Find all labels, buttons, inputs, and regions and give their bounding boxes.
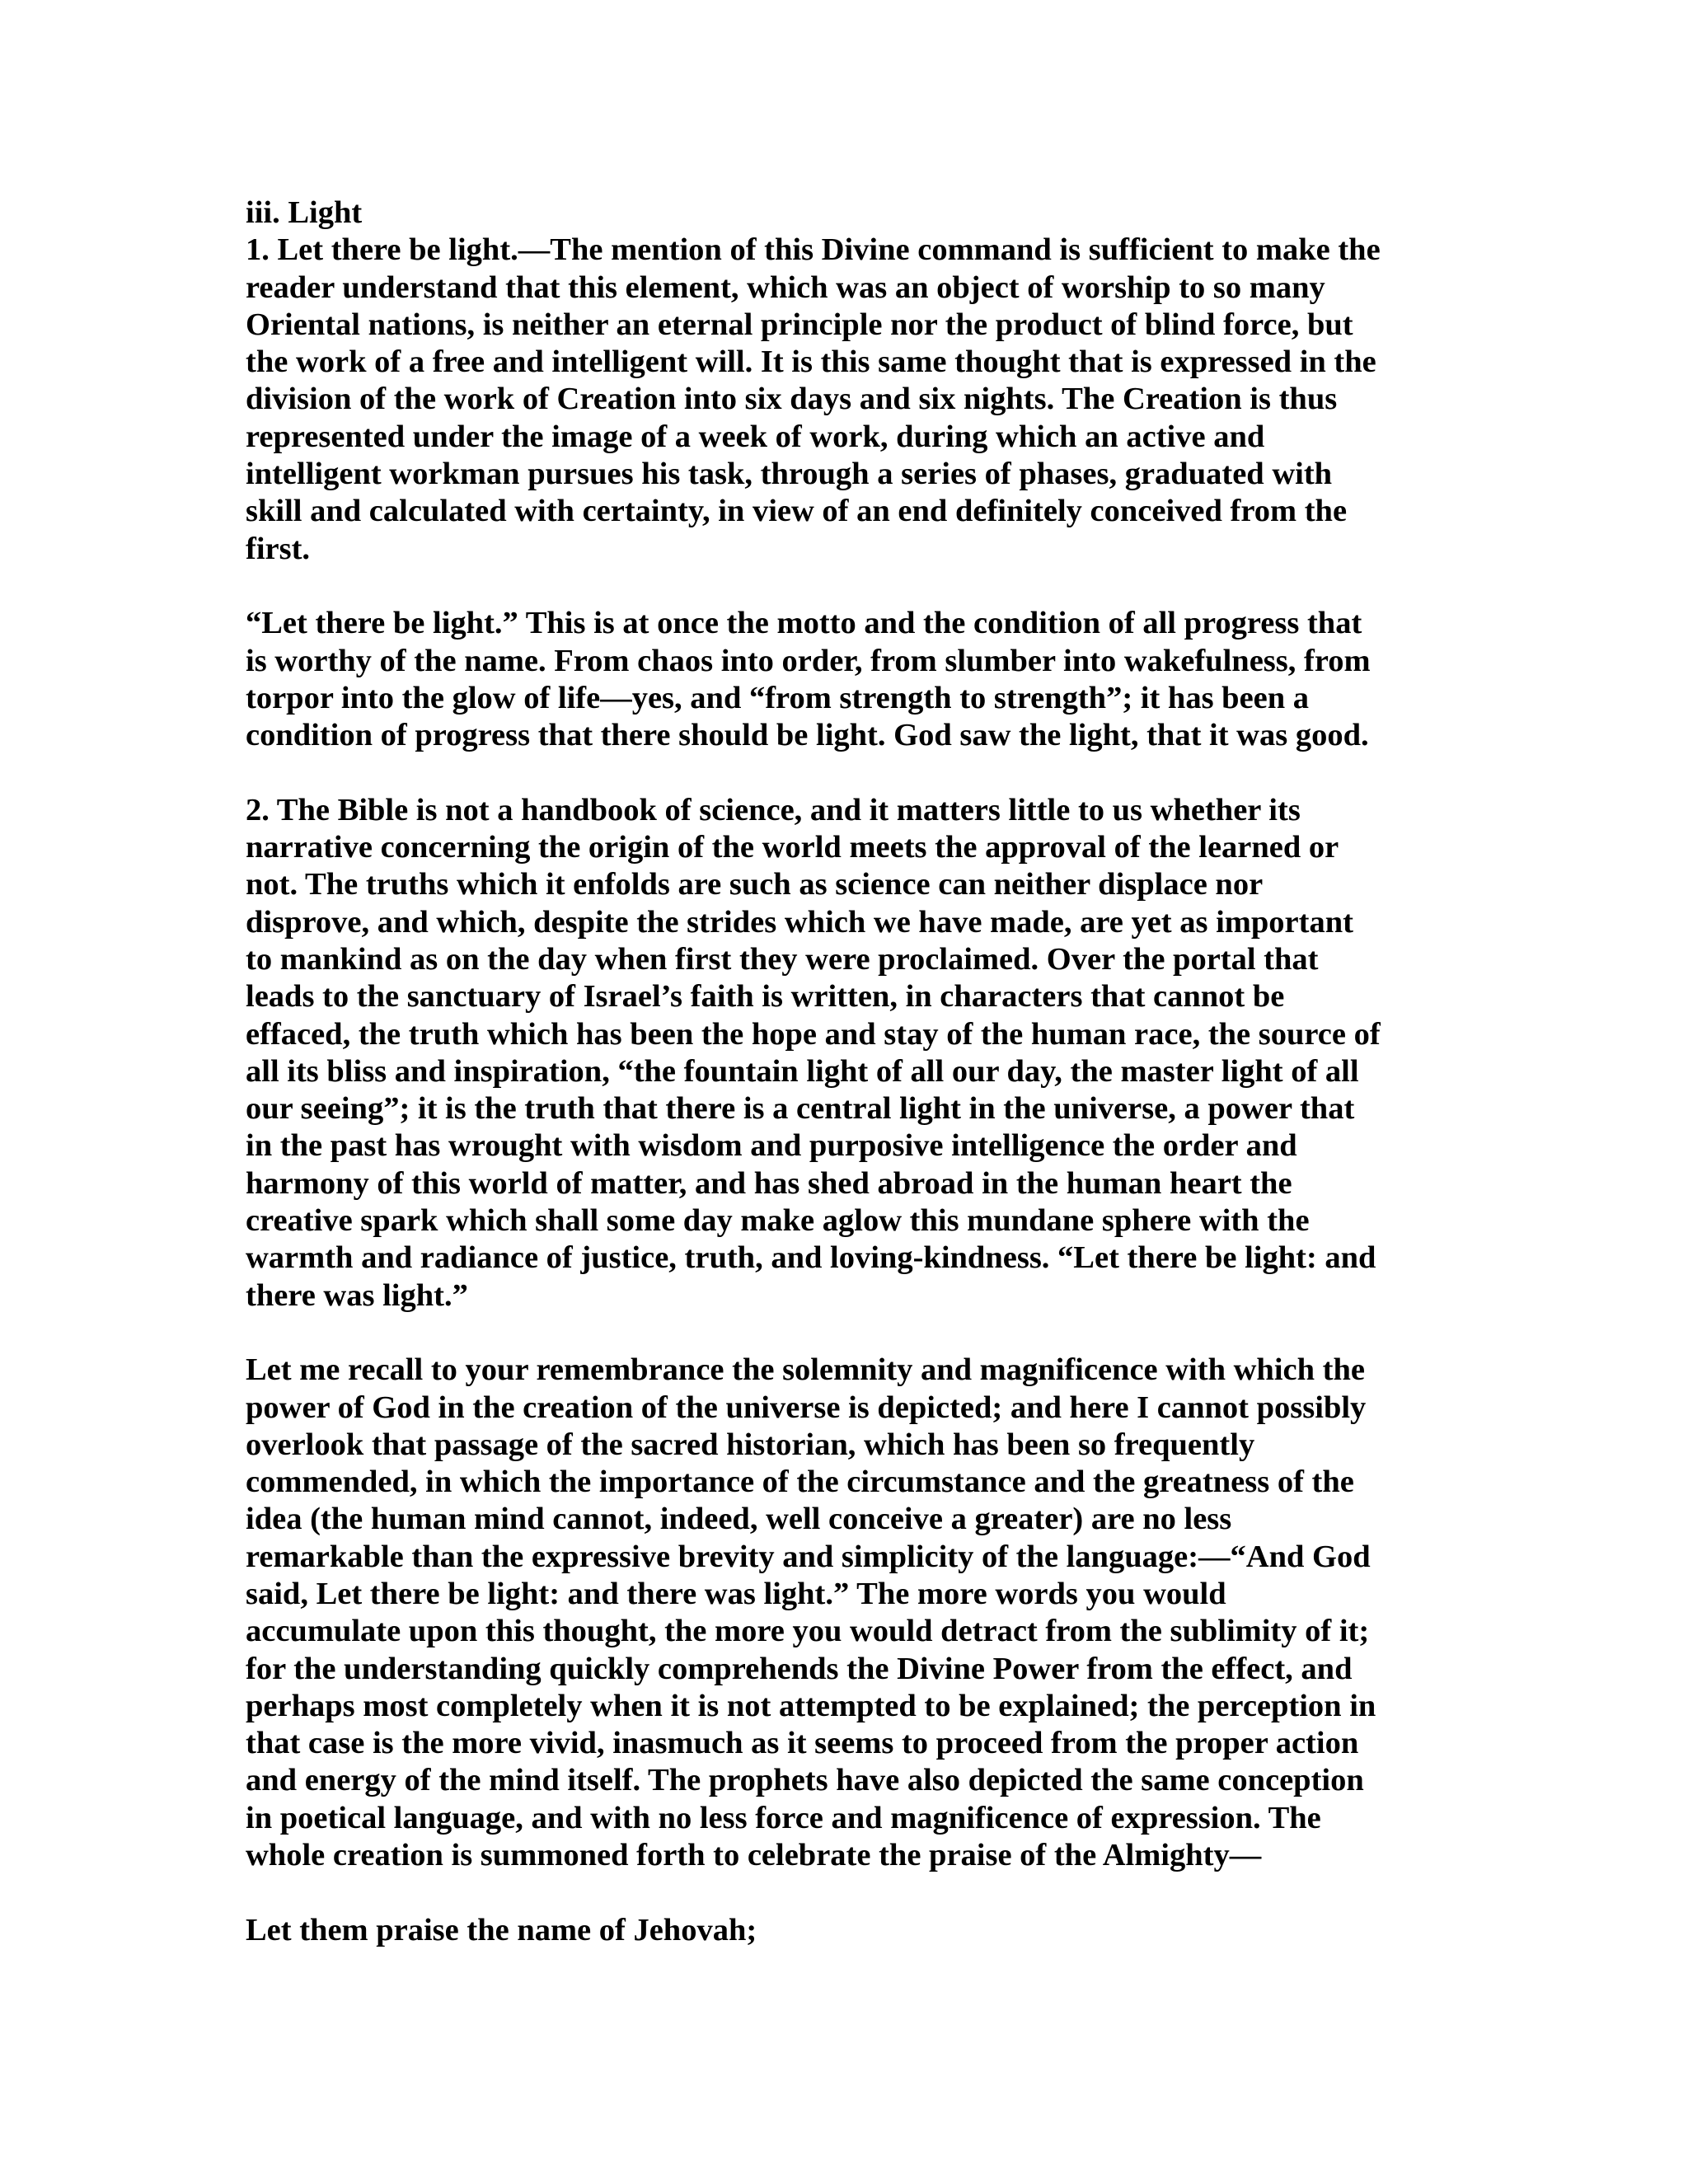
text-line: condition of progress that there should be light. God saw the light, that it was good.: [246, 718, 1369, 753]
text-line: creative spark which shall some day make aglow this mundane sphere with the: [246, 1203, 1310, 1239]
text-line: there was light.”: [246, 1277, 468, 1313]
text-line: commended, in which the importance of the circumstance and the greatness of the: [246, 1465, 1354, 1500]
section-heading: iii. Light: [246, 195, 363, 230]
paragraph-5: [246, 1912, 1449, 1949]
text-line: represented under the image of a week of work, during which an active and: [246, 419, 1265, 454]
text-line: narrative concerning the origin of the world meets the approval of the learned or: [246, 830, 1339, 865]
text-line: harmony of this world of matter, and has shed abroad in the human heart the: [246, 1165, 1292, 1201]
text-line: Oriental nations, is neither an eternal principle nor the product of blind force, but: [246, 307, 1353, 342]
paragraph-gap: [246, 568, 1449, 605]
text-line: power of God in the creation of the universe is depicted; and here I cannot possibly: [246, 1390, 1367, 1425]
text-line: effaced, the truth which has been the hope and stay of the human race, the source of: [246, 1016, 1381, 1052]
text-line: all its bliss and inspiration, “the fountain light of all our day, the master light of all: [246, 1053, 1359, 1089]
text-line: in the past has wrought with wisdom and purposive intelligence the order and: [246, 1128, 1297, 1164]
text-line: 1. Let there be light.—The mention of this Divine command is sufficient to make the: [246, 232, 1381, 268]
paragraph-3: [246, 792, 1449, 1315]
text-line: division of the work of Creation into six days and six nights. The Creation is thus: [246, 382, 1338, 417]
text-line: “Let there be light.” This is at once the motto and the condition of all progress that: [246, 606, 1362, 641]
paragraph-1: [246, 232, 1449, 568]
text-line: remarkable than the expressive brevity and simplicity of the language:—“And God: [246, 1539, 1371, 1574]
text-line: torpor into the glow of life—yes, and “from strength to strength”; it has been a: [246, 680, 1310, 715]
paragraph-gap: [246, 1874, 1449, 1911]
text-line: Let me recall to your remembrance the solemnity and magnificence with which the: [246, 1352, 1365, 1388]
text-line: said, Let there be light: and there was light.” The more words you would: [246, 1576, 1226, 1611]
text-line: warmth and radiance of justice, truth, and loving-kindness. “Let there be light: and: [246, 1240, 1376, 1276]
text-line: leads to the sanctuary of Israel’s faith is written, in characters that cannot be: [246, 979, 1285, 1015]
text-line: reader understand that this element, which was an object of worship to so many: [246, 269, 1325, 305]
text-line: first.: [246, 531, 311, 566]
text-line: accumulate upon this thought, the more you would detract from the sublimity of it;: [246, 1614, 1370, 1649]
text-line: our seeing”; it is the truth that there is a central light in the universe, a power that: [246, 1091, 1355, 1127]
text-line: disprove, and which, despite the strides which we have made, are yet as important: [246, 904, 1353, 940]
document-page: [246, 194, 1449, 1949]
text-line: in poetical language, and with no less force and magnificence of expression. The: [246, 1800, 1321, 1835]
text-line: perhaps most completely when it is not attempted to be explained; the perception in: [246, 1688, 1376, 1723]
text-line: 2. The Bible is not a handbook of science, and it matters little to us whether its: [246, 792, 1301, 827]
text-line: whole creation is summoned forth to celebrate the praise of the Almighty—: [246, 1838, 1262, 1873]
paragraph-gap: [246, 754, 1449, 791]
text-line: for the understanding quickly comprehends the Divine Power from the effect, and: [246, 1651, 1353, 1686]
text-line: intelligent workman pursues his task, through a series of phases, graduated with: [246, 457, 1333, 492]
text-line: skill and calculated with certainty, in view of an end definitely conceived from the: [246, 494, 1348, 529]
text-line: Let them praise the name of Jehovah;: [246, 1912, 757, 1947]
text-line: to mankind as on the day when first they were proclaimed. Over the portal that: [246, 941, 1319, 977]
text-line: idea (the human mind cannot, indeed, well conceive a greater) are no less: [246, 1502, 1232, 1537]
text-line: overlook that passage of the sacred historian, which has been so frequently: [246, 1427, 1255, 1462]
text-line: is worthy of the name. From chaos into order, from slumber into wakefulness, from: [246, 643, 1371, 678]
text-line: not. The truths which it enfolds are such as science can neither displace nor: [246, 867, 1264, 902]
paragraph-gap: [246, 1315, 1449, 1352]
text-line: the work of a free and intelligent will. It is this same thought that is expressed in the: [246, 344, 1376, 380]
text-line: that case is the more vivid, inasmuch as it seems to proceed from the proper action: [246, 1726, 1359, 1761]
paragraph-4: [246, 1352, 1449, 1874]
text-line: and energy of the mind itself. The prophets have also depicted the same conception: [246, 1763, 1364, 1798]
paragraph-2: [246, 605, 1449, 754]
